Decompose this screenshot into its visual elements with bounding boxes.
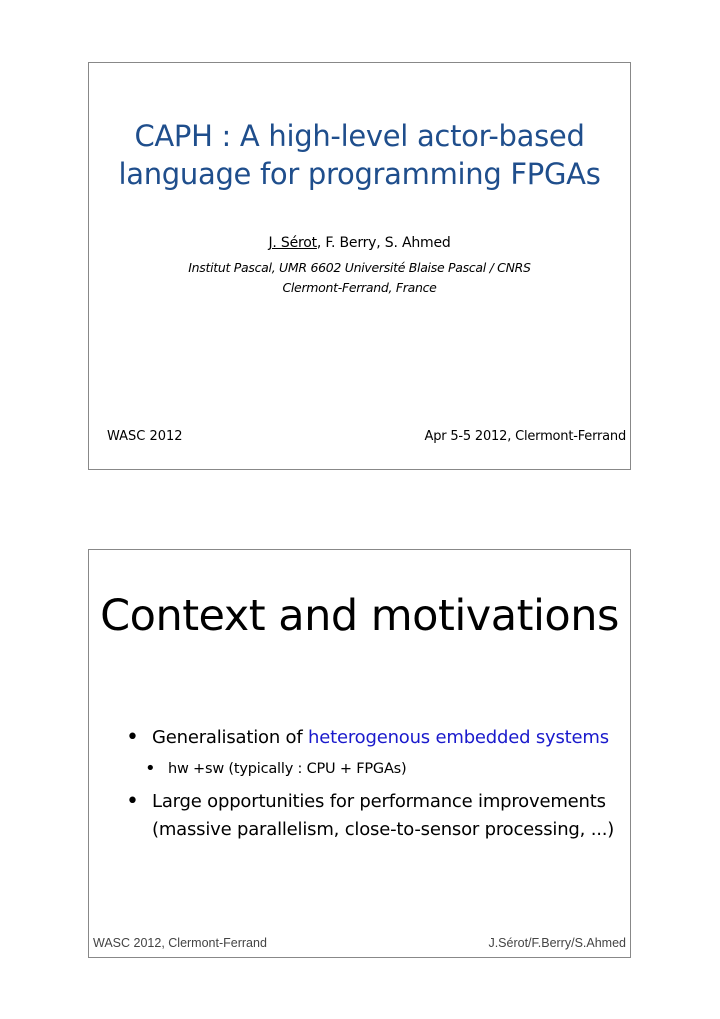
affiliation-line-2: Clermont-Ferrand, France (282, 280, 437, 295)
slide-title: Context and motivations (100, 591, 619, 641)
bullet-line-2: (massive parallelism, close-to-sensor processing, ...) (152, 819, 615, 840)
footer-conference: WASC 2012, Clermont-Ferrand (93, 936, 267, 950)
title-line-2: language for programming FPGAs (118, 157, 601, 191)
bullet-item (89, 724, 630, 752)
slide-title (89, 117, 630, 193)
context-slide (88, 549, 631, 958)
bullet-item (89, 788, 630, 844)
bullet-dot-icon: • (145, 758, 156, 779)
title-line-1: CAPH : A high-level actor-based (134, 119, 585, 153)
footer-date-location: Apr 5-5 2012, Clermont-Ferrand (424, 429, 626, 444)
sub-bullet-text: hw +sw (typically : CPU + FPGAs) (168, 761, 407, 777)
authors (89, 235, 630, 251)
co-authors: , F. Berry, S. Ahmed (316, 235, 451, 251)
bullet-text: Generalisation of (152, 727, 309, 748)
affiliation-line-1: Institut Pascal, UMR 6602 Université Blaise Pascal / CNRS (188, 260, 531, 275)
affiliation (89, 258, 630, 298)
bullet-highlight: heterogenous embedded systems (308, 727, 609, 748)
bullet-dot-icon: • (126, 789, 139, 814)
sub-bullet-item (89, 758, 630, 780)
bullet-line-1: Large opportunities for performance improvements (152, 791, 606, 812)
bullet-list (89, 724, 630, 852)
footer-authors: J.Sérot/F.Berry/S.Ahmed (488, 936, 626, 950)
title-slide (88, 62, 631, 470)
footer-conference: WASC 2012 (107, 429, 183, 444)
bullet-dot-icon: • (126, 725, 139, 750)
main-author: J. Sérot (268, 235, 317, 251)
